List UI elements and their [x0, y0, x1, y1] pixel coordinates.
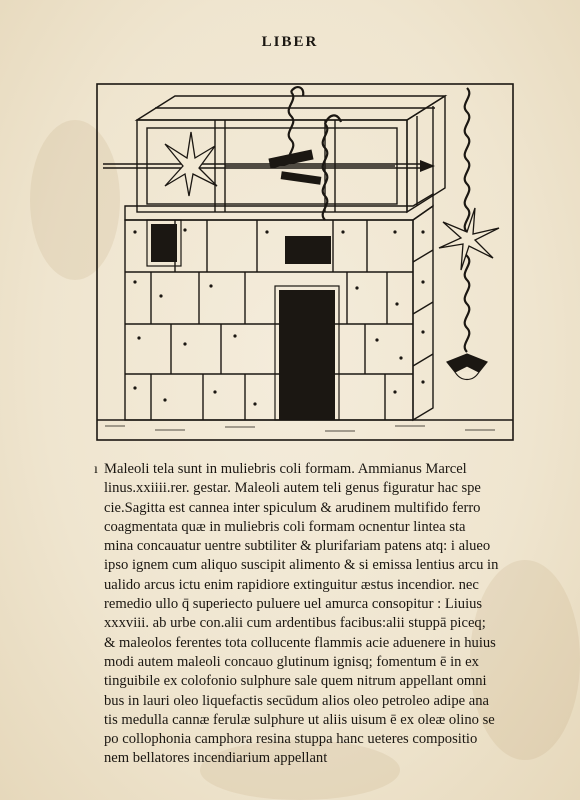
siege-tower-woodcut-icon [95, 82, 515, 442]
text-line: nem bellatores incendiarium appellant [104, 750, 328, 767]
text-line: ualido arcus ictu enim rapidiore extinguitur æstus incendior. nec [104, 576, 479, 593]
text-line: tis medulla cannæ ferulæ sulphure ut aliis uisum ē ex oleæ olino se [104, 711, 495, 728]
text-line: modi autem maleoli concauo glutinum ignisq; fomentum ē in ex [104, 653, 479, 670]
text-line: xxxviii. ab urbe con.alii cum ardentibus facibus:alii stuppā piceq; [104, 615, 486, 632]
text-line: coagmentata quæ in muliebris coli formam ocnentur lintea sta [104, 518, 466, 535]
text-line: ipso ignem cum aliquo suscipit alimento & si emissa lentius arcu in [104, 557, 499, 574]
text-line: po collophonia camphora resina stuppa hanc ueteres compositio [104, 731, 478, 748]
text-line: remedio ullo q̄ superiecto puluere uel amurca consopitur : Liuius [104, 596, 483, 613]
text-line: tinguibile ex colofonio sulphure sale quem nitrum appellant omni [104, 673, 487, 690]
text-line: & maleolos ferentes tota collucente flammis acie aduenere in huius [104, 634, 496, 651]
paragraph-marker: ı [94, 462, 98, 477]
page-heading: LIBER [261, 34, 319, 50]
text-line: bus in lauri oleo liquefactis secūdum alios oleo petroleo adipe ana [104, 692, 489, 709]
text-line: linus.xxiiii.rer. gestar. Maleoli autem teli genus figuratur hac spe [104, 480, 481, 497]
text-line: Maleoli tela sunt in muliebris coli formam. Ammianus Marcel [104, 461, 467, 477]
text-line: mina concauatur uentre subtiliter & plurifariam patens atq: i alueo [104, 538, 491, 555]
latin-text-block [104, 460, 524, 769]
text-line: cie.Sagitta est cannea inter spiculum & arudinem multifido ferro [104, 499, 481, 516]
